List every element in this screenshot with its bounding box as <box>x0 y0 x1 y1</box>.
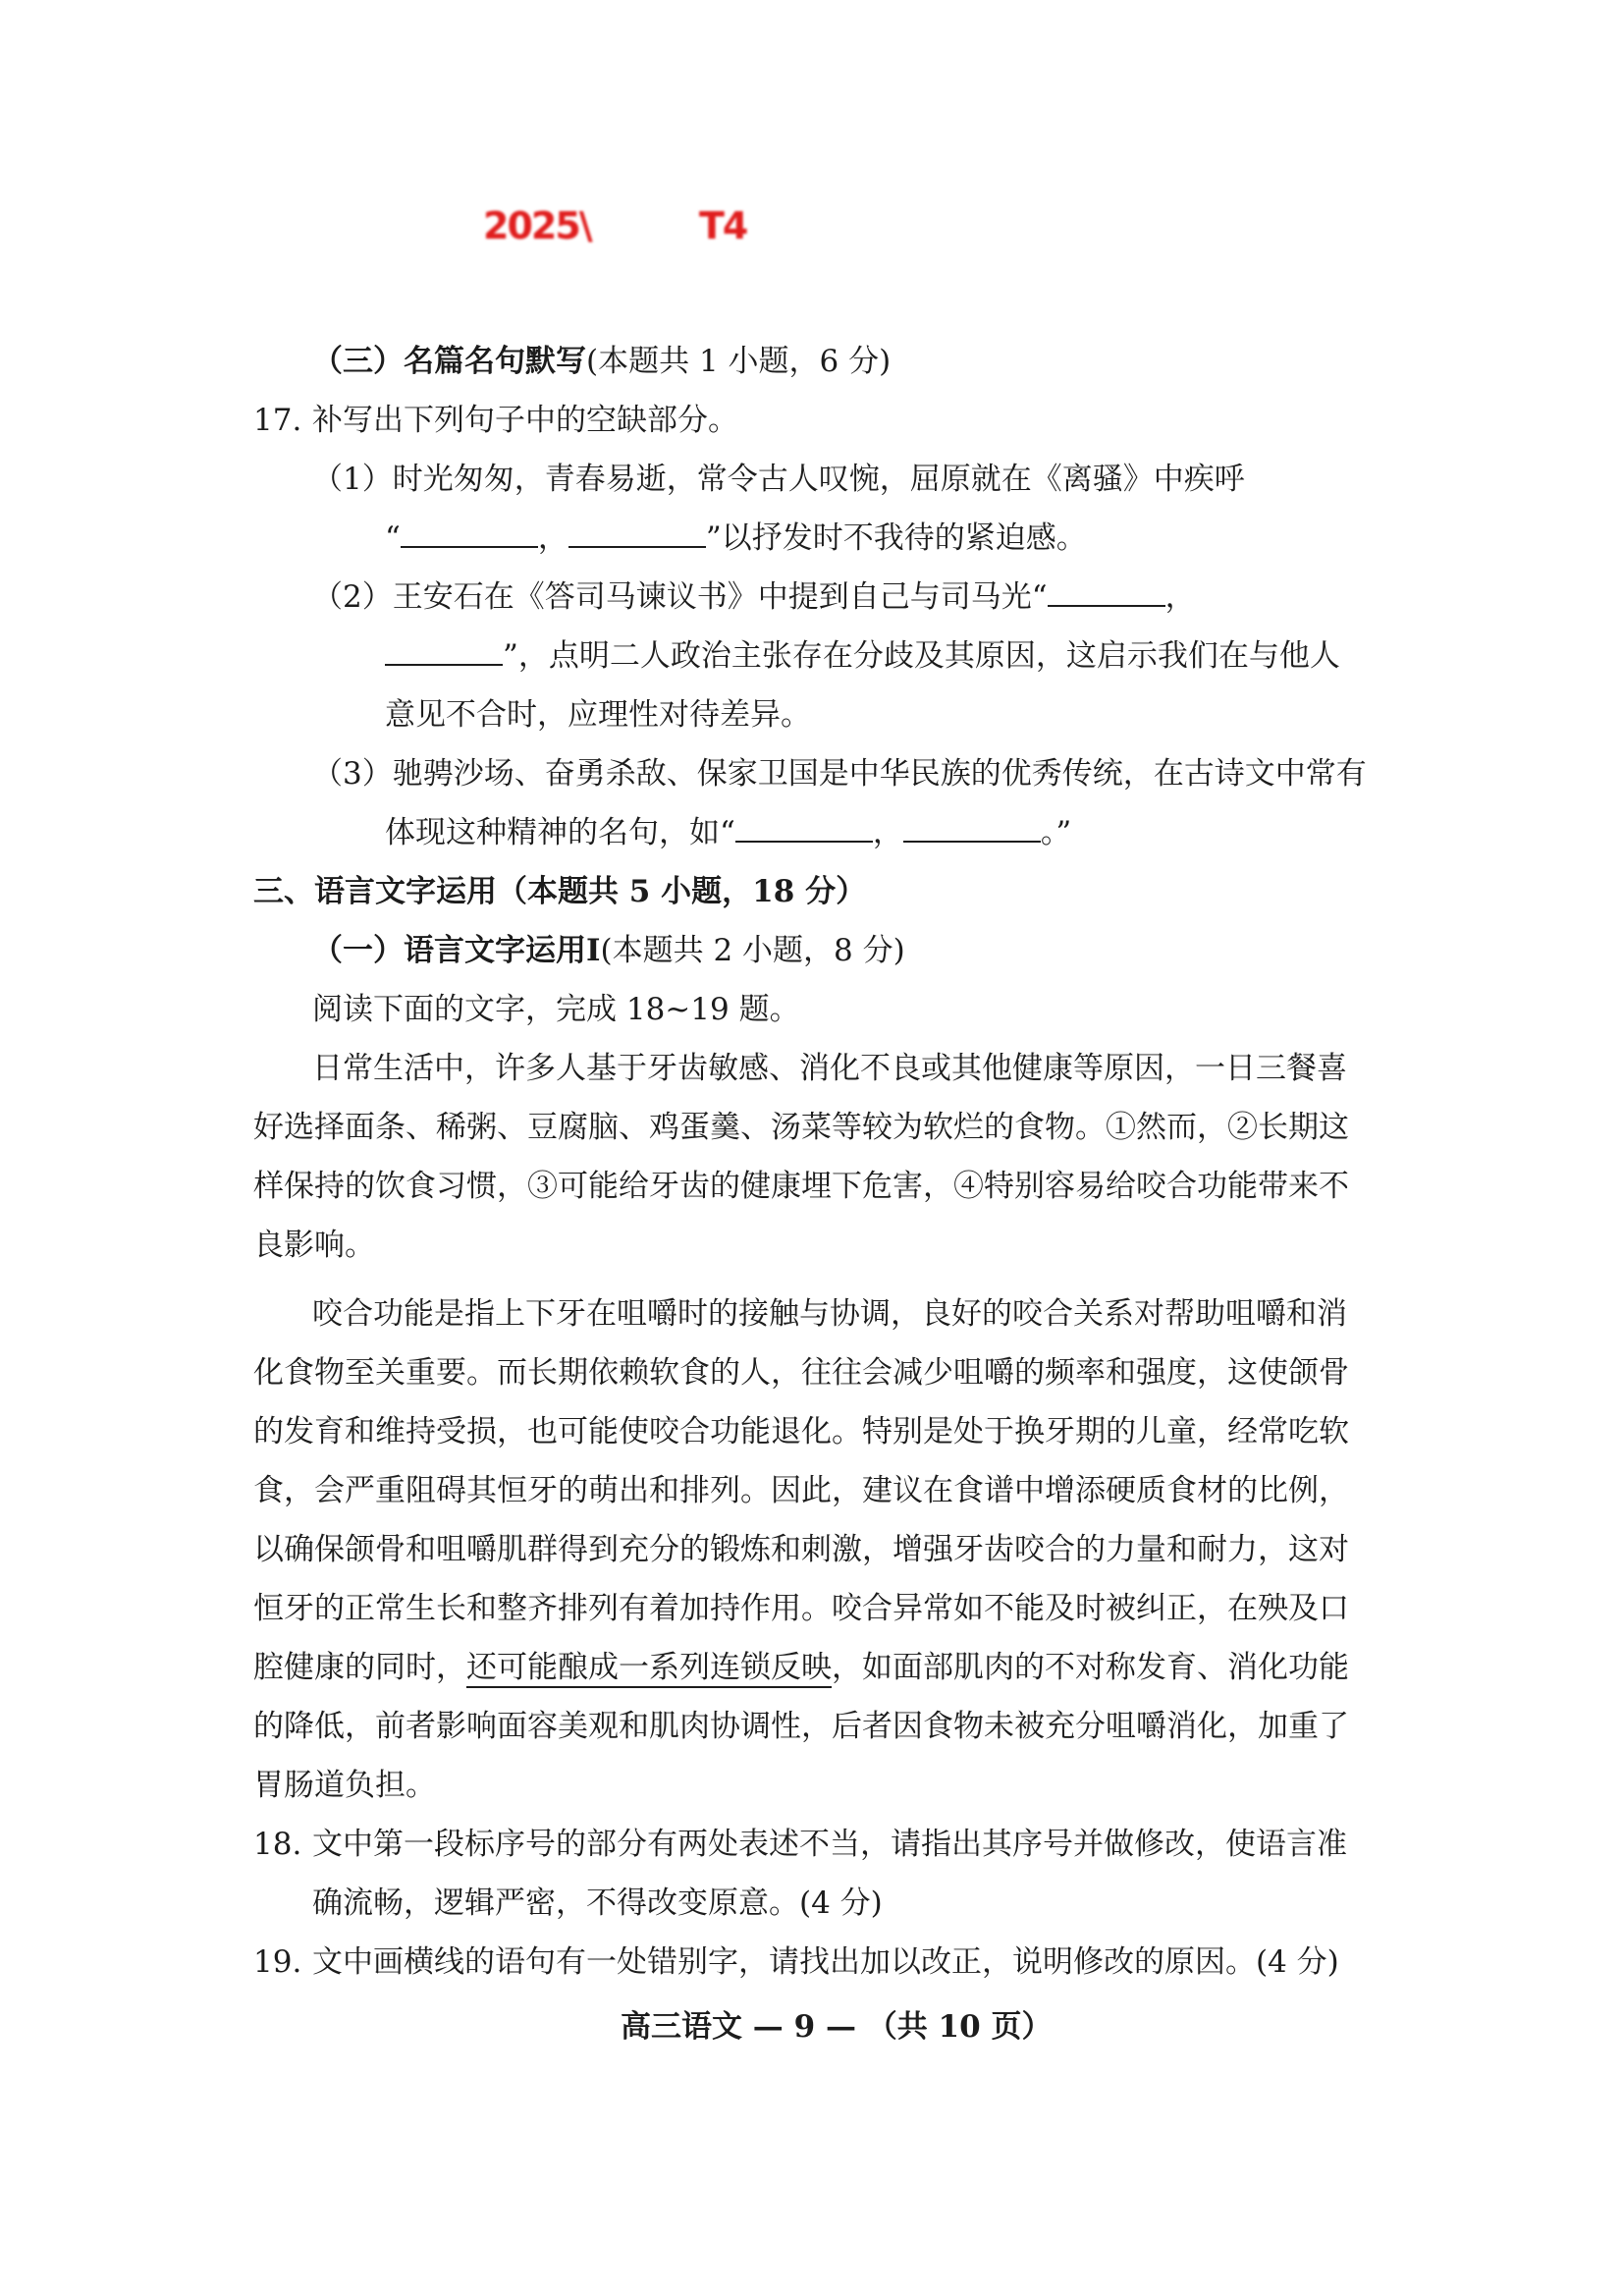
underlined-sentence: 还可能酿成一系列连锁反映 <box>466 1650 832 1688</box>
section-3-subtitle-text: （三）名篇名句默写 <box>312 344 586 379</box>
passage-p1-line: 日常生活中，许多人基于牙齿敏感、消化不良或其他健康等原因，一日三餐喜 <box>312 1051 1347 1086</box>
stamp-part2: T4 <box>699 204 747 247</box>
answer-blank[interactable] <box>1048 579 1165 607</box>
q17-number: 17. <box>253 403 302 438</box>
q17-item2-line1 <box>312 577 1196 617</box>
passage-p2-line: 的降低，前者影响面容美观和肌肉协调性，后者因食物未被充分咀嚼消化，加重了 <box>253 1709 1349 1744</box>
answer-blank[interactable] <box>903 815 1041 843</box>
q17-item3-line2 <box>385 813 1071 852</box>
section-3-sub1-note: (本题共 2 小题，8 分) <box>600 933 905 968</box>
answer-blank[interactable] <box>735 815 873 843</box>
quote-open: “ <box>385 520 401 556</box>
section-3-sub1 <box>312 931 905 970</box>
q17-stem: 补写出下列句子中的空缺部分。 <box>312 403 738 438</box>
section-3-title: 三、语言文字运用（本题共 5 小题，18 分） <box>253 874 867 909</box>
section-3-subtitle <box>312 342 891 381</box>
q17-item1-line1: （1）时光匆匆，青春易逝，常令古人叹惋，屈原就在《离骚》中疾呼 <box>312 462 1245 497</box>
comma: ， <box>537 520 568 556</box>
comma: ， <box>872 815 903 850</box>
passage-p2-line: 恒牙的正常生长和整齐排列有着加持作用。咬合异常如不能及时被纠正，在殃及口 <box>253 1591 1349 1626</box>
q17-item2-line2-text: ”，点明二人政治主张存在分歧及其原因，这启示我们在与他人 <box>503 638 1340 674</box>
q17-item1-line2 <box>385 519 1087 558</box>
passage-text: ，如面部肌肉的不对称发育、消化功能 <box>832 1650 1349 1685</box>
quote-close: 。” <box>1040 815 1072 850</box>
passage-p2-line: 食，会严重阻碍其恒牙的萌出和排列。因此，建议在食谱中增添硬质食材的比例， <box>253 1473 1349 1508</box>
q17-item2-line3: 意见不合时，应理性对待差异。 <box>385 697 811 733</box>
q18-number: 18. <box>253 1827 302 1862</box>
page-footer: 高三语文 — 9 — （共 10 页） <box>621 2009 1053 2045</box>
q18-line1: 文中第一段标序号的部分有两处表述不当，请指出其序号并做修改，使语言准 <box>312 1827 1347 1862</box>
q17-item3-line2-text: 体现这种精神的名句，如“ <box>385 815 735 850</box>
q19-line1: 文中画横线的语句有一处错别字，请找出加以改正，说明修改的原因。(4 分) <box>312 1944 1339 1980</box>
answer-blank[interactable] <box>385 638 503 666</box>
q17-item3-line1: （3）驰骋沙场、奋勇杀敌、保家卫国是中华民族的优秀传统，在古诗文中常有 <box>312 756 1367 792</box>
passage-text: 腔健康的同时， <box>253 1650 466 1685</box>
answer-blank[interactable] <box>568 520 706 548</box>
reading-instruction: 阅读下面的文字，完成 18~19 题。 <box>312 992 800 1027</box>
red-stamp <box>483 204 807 247</box>
section-3-sub1-title: （一）语言文字运用Ⅰ <box>312 933 601 968</box>
answer-blank[interactable] <box>401 520 538 548</box>
passage-p1-line: 好选择面条、稀粥、豆腐脑、鸡蛋羹、汤菜等较为软烂的食物。①然而，②长期这 <box>253 1110 1349 1145</box>
passage-p2-line: 咬合功能是指上下牙在咀嚼时的接触与协调，良好的咬合关系对帮助咀嚼和消 <box>312 1296 1347 1332</box>
section-3-subtitle-note: (本题共 1 小题，6 分) <box>586 344 892 379</box>
passage-p1-line: 良影响。 <box>253 1228 375 1263</box>
passage-p2-line: 胃肠道负担。 <box>253 1768 436 1803</box>
q17-item1-tail: ”以抒发时不我待的紧迫感。 <box>705 520 1087 556</box>
q17-item2-text: （2）王安石在《答司马谏议书》中提到自己与司马光“ <box>312 579 1048 615</box>
passage-p2-line: 以确保颌骨和咀嚼肌群得到充分的锻炼和刺激，增强牙齿咬合的力量和耐力，这对 <box>253 1532 1349 1567</box>
q18-line2: 确流畅，逻辑严密，不得改变原意。(4 分) <box>312 1886 883 1921</box>
passage-p1-line: 样保持的饮食习惯，③可能给牙齿的健康埋下危害，④特别容易给咬合功能带来不 <box>253 1169 1349 1204</box>
passage-p2-line-underlined <box>253 1648 1349 1687</box>
stamp-part1: 2025\ <box>483 204 591 247</box>
q19-number: 19. <box>253 1944 302 1980</box>
passage-p2-line: 的发育和维持受损，也可能使咬合功能退化。特别是处于换牙期的儿童，经常吃软 <box>253 1414 1349 1449</box>
comma: ， <box>1164 579 1196 615</box>
q17-item2-line2 <box>385 636 1340 676</box>
passage-p2-line: 化食物至关重要。而长期依赖软食的人，往往会减少咀嚼的频率和强度，这使颌骨 <box>253 1355 1349 1391</box>
